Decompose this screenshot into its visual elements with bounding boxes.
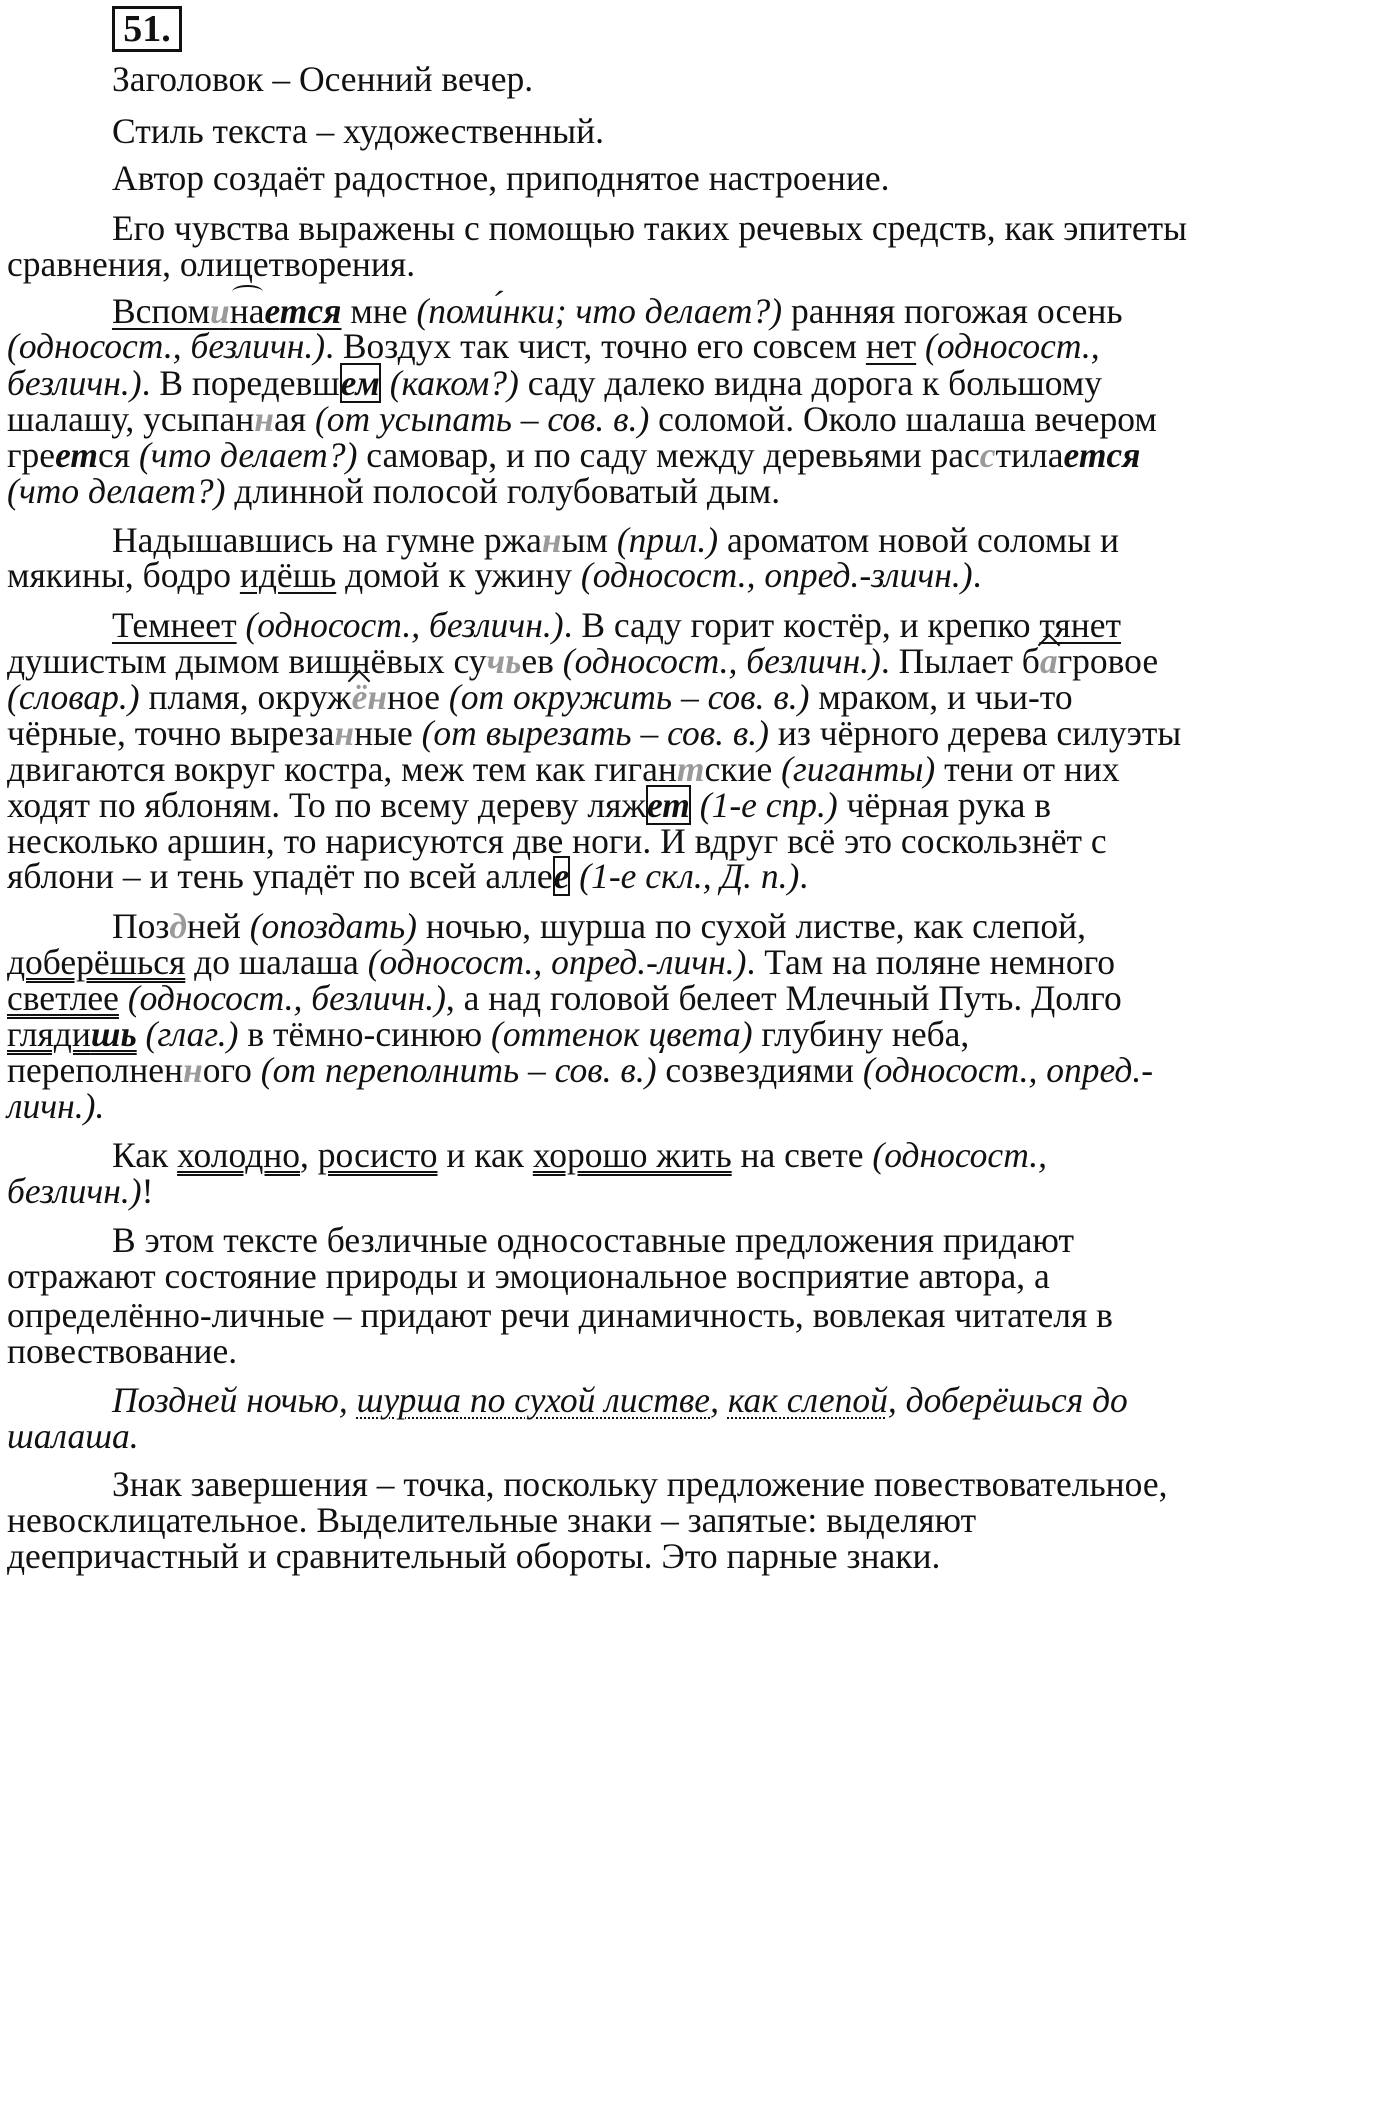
p4-line-1: Поздней (опоздать) ночью, шурша по сухой листве, как слепой, [112,906,1086,946]
predicate: глядишь [7,1014,137,1054]
style-line: Стиль текста – художественный. [112,111,604,151]
note: (односост., [925,326,1100,366]
p1-line-6: (что делает?) длинной полосой голубоватый дым. [7,471,781,511]
p1-line-5: греется (что делает?) самовар, и по саду между деревьями расстилается [7,435,1141,475]
note: (односост., опред.-личн.) [367,942,747,982]
note: (односост., безличн.) [245,605,564,645]
predicate: хорошо жить [532,1135,732,1175]
note: (опоздать) [249,906,417,946]
note: (односост., [872,1135,1048,1175]
note: (односост., безличн.) [562,641,881,681]
note: (гиганты) [781,749,936,789]
note: (что делает?) [138,435,358,475]
ending-line-3: деепричастный и сравнительный обороты. Это парные знаки. [7,1536,941,1576]
example-line-2: шалаша. [7,1416,139,1456]
p4-line-4: глядишь (глаг.) в тёмно-синюю (оттенок цвета) глубину неба, [7,1014,970,1054]
note: (каком?) [389,363,519,403]
note: (от переполнить – сов. в.) [260,1050,657,1090]
conclusion-line-1: В этом тексте безличные односоставные предложения придают [112,1220,1074,1260]
mood-line: Автор создаёт радостное, приподнятое настроение. [112,158,890,198]
note: (от усыпать – сов. в.) [314,399,650,439]
ending-box: ем [340,363,380,403]
task-number: 51. [112,6,182,52]
note: безличн.) [7,1171,142,1211]
p5-line-2: безличн.)! [7,1171,154,1211]
p4-line-3: светлее (односост., безличн.), а над головой белеет Млечный Путь. Долго [7,978,1122,1018]
predicate: нет [865,326,917,366]
note: (что делает?) [7,471,226,511]
predicate: Вспоминается [112,291,342,331]
predicate: тянет [1039,605,1122,645]
comparative-phrase: как слепой [727,1380,888,1420]
means-line-1: Его чувства выражены с помощью таких речевых средств, как эпитеты [112,208,1187,248]
predicate: доберёшься [7,942,186,982]
p1-line-3: безличн.). В поредевшем (каком?) саду далеко видна дорога к большому [7,363,1103,403]
note: (от окружить – сов. в.) [448,677,810,717]
p2-line-2: мякины, бодро идёшь домой к ужину (односост., опред.-зличн.). [7,555,982,595]
note: (односост., опред.- [862,1050,1154,1090]
conclusion-line-4: повествование. [7,1331,238,1371]
note: (односост., опред.-зличн.) [580,555,973,595]
p3-line-2: душистым дымом вишнёвых сучьев (односост., безличн.). Пылает багровое [7,641,1159,681]
ending-box: ет [646,785,690,825]
p4-line-6 [7,1082,1387,1130]
adverbial-phrase: шурша по сухой листве [356,1380,711,1420]
p3-line-5: двигаются вокруг костра, меж тем как гигантские (гиганты) тени от них [7,749,1120,789]
p1-line-1: Вспоминается мне (поми́нки; что делает?) ранняя погожая осень [112,291,1123,331]
p5-line-1: Как холодно, росисто и как хорошо жить на свете (односост., [112,1135,1048,1175]
conclusion-line-3: определённо-личные – придают речи динамичность, вовлекая читателя в [7,1295,1113,1335]
note: (оттенок цвета) [491,1014,753,1054]
note: личн.). [7,1086,105,1126]
p2-line-1: Надышавшись на гумне ржаным (прил.) ароматом новой соломы и [112,520,1119,560]
p4-line-2: доберёшься до шалаша (односост., опред.-личн.). Там на поляне немного [7,942,1116,982]
p3-line-3: (словар.) пламя, окружённое (от окружить – сов. в.) мраком, и чьи-то [7,677,1073,717]
note: (1-е спр.) [699,785,838,825]
p1-line-2: (односост., безличн.). Воздух так чист, точно его совсем нет (односост., [7,326,1100,366]
note: безличн.) [7,363,142,403]
p3-line-8: яблони – и тень упадёт по всей аллее (1-е скл., Д. п.). [7,856,809,896]
predicate: идёшь [239,555,337,595]
predicate: росисто [317,1135,438,1175]
note: (1-е скл., Д. п.) [579,856,800,896]
note: (односост., безличн.) [127,978,446,1018]
ending-line-2: невосклицательное. Выделительные знаки – запятые: выделяют [7,1500,977,1540]
conclusion-line-2: отражают состояние природы и эмоциональное восприятие автора, а [7,1256,1050,1296]
p3-line-6: ходят по яблоням. То по всему дереву ляжет (1-е спр.) чёрная рука в [7,785,1052,825]
title-line: Заголовок – Осенний вечер. [112,59,534,99]
p3-line-4: чёрные, точно вырезанные (от вырезать – сов. в.) из чёрного дерева силуэты [7,713,1182,753]
note: (односост., безличн.) [7,326,326,366]
p3-line-7: несколько аршин, то нарисуются две ноги. И вдруг всё это соскользнёт с [7,821,1107,861]
predicate: холодно [177,1135,301,1175]
note: (поми́нки; что делает?) [416,291,783,331]
predicate: Темнеет [112,605,237,645]
predicate: светлее [7,978,119,1018]
example-line-1: Поздней ночью, шурша по сухой листве, как слепой, доберёшься до [112,1380,1128,1420]
ending-line-1: Знак завершения – точка, поскольку предложение повествовательное, [112,1464,1168,1504]
p3-line-1: Темнеет (односост., безличн.). В саду горит костёр, и крепко тянет [112,605,1122,645]
note: (прил.) [616,520,719,560]
note: (словар.) [7,677,140,717]
p1-line-4: шалашу, усыпанная (от усыпать – сов. в.) соломой. Около шалаша вечером [7,399,1157,439]
means-line-2: сравнения, олицетворения. [7,244,416,284]
p4-line-5: переполненного (от переполнить – сов. в.) созвездиями (односост., опред.- [7,1050,1154,1090]
note: (глаг.) [145,1014,239,1054]
ending-box: е [553,856,570,896]
note: (от вырезать – сов. в.) [421,713,769,753]
